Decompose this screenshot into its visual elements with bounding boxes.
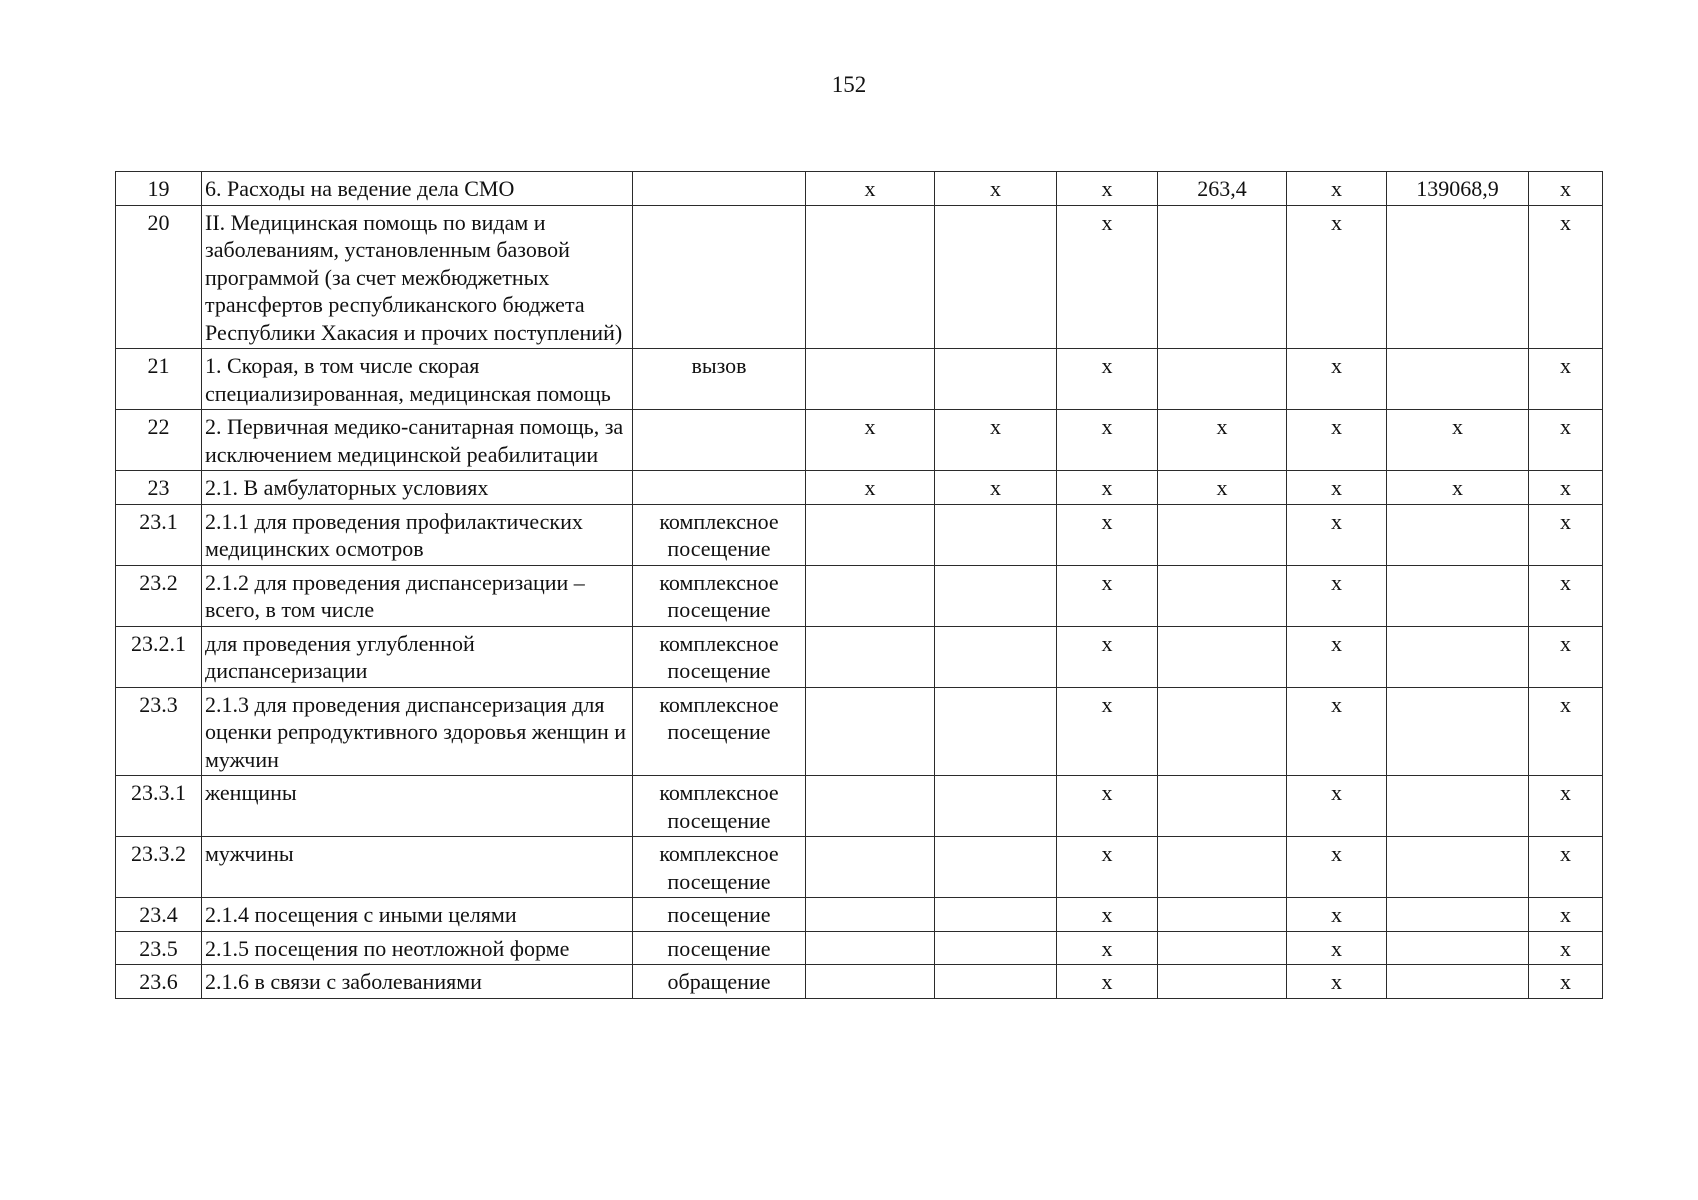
value-cell-4 [1158, 687, 1287, 776]
row-number-cell: 22 [116, 410, 202, 471]
value-cell-5: х [1287, 626, 1387, 687]
data-table [115, 171, 1603, 999]
table-row [116, 504, 1603, 565]
table-row [116, 626, 1603, 687]
table-row [116, 349, 1603, 410]
row-unit-cell: комплексное посещение [633, 837, 806, 898]
row-number-cell: 23.2 [116, 565, 202, 626]
row-number-cell: 23.3.2 [116, 837, 202, 898]
value-cell-5: х [1287, 504, 1387, 565]
value-cell-5: х [1287, 965, 1387, 999]
value-cell-3: х [1057, 172, 1158, 206]
value-cell-7: х [1529, 965, 1603, 999]
row-name-cell: II. Медицинская помощь по видам и заболеваниям, установленным базовой программой (за счет межбюджетных трансфертов республиканского бюджета Республики Хакасия и прочих поступлений) [202, 205, 633, 349]
value-cell-3: х [1057, 349, 1158, 410]
row-number-cell: 23.2.1 [116, 626, 202, 687]
value-cell-6 [1387, 687, 1529, 776]
value-cell-2 [935, 931, 1057, 965]
value-cell-4: х [1158, 410, 1287, 471]
value-cell-1: х [806, 471, 935, 505]
row-unit-cell: комплексное посещение [633, 626, 806, 687]
value-cell-3: х [1057, 776, 1158, 837]
value-cell-3: х [1057, 965, 1158, 999]
row-name-cell: 2.1.3 для проведения диспансеризация для оценки репродуктивного здоровья женщин и мужчин [202, 687, 633, 776]
value-cell-2 [935, 837, 1057, 898]
table-row [116, 471, 1603, 505]
value-cell-2 [935, 776, 1057, 837]
row-unit-cell: посещение [633, 931, 806, 965]
value-cell-3: х [1057, 504, 1158, 565]
row-name-cell: 2.1.6 в связи с заболеваниями [202, 965, 633, 999]
value-cell-2 [935, 626, 1057, 687]
value-cell-5: х [1287, 565, 1387, 626]
value-cell-6 [1387, 565, 1529, 626]
page-number: 152 [831, 72, 867, 97]
value-cell-6: х [1387, 471, 1529, 505]
value-cell-4 [1158, 931, 1287, 965]
value-cell-7: х [1529, 837, 1603, 898]
table-row [116, 687, 1603, 776]
row-number-cell: 21 [116, 349, 202, 410]
value-cell-7: х [1529, 687, 1603, 776]
value-cell-4 [1158, 626, 1287, 687]
row-name-cell: 2.1.1 для проведения профилактических медицинских осмотров [202, 504, 633, 565]
row-number-cell: 20 [116, 205, 202, 349]
row-number-cell: 23.4 [116, 898, 202, 932]
value-cell-1 [806, 898, 935, 932]
value-cell-4: 263,4 [1158, 172, 1287, 206]
value-cell-3: х [1057, 205, 1158, 349]
value-cell-6 [1387, 776, 1529, 837]
value-cell-6 [1387, 931, 1529, 965]
row-name-cell: мужчины [202, 837, 633, 898]
row-name-cell: 2.1. В амбулаторных условиях [202, 471, 633, 505]
table-row [116, 837, 1603, 898]
table-row [116, 172, 1603, 206]
row-unit-cell: вызов [633, 349, 806, 410]
value-cell-1 [806, 349, 935, 410]
row-unit-cell [633, 205, 806, 349]
value-cell-5: х [1287, 410, 1387, 471]
value-cell-7: х [1529, 776, 1603, 837]
row-unit-cell: комплексное посещение [633, 776, 806, 837]
table-row [116, 410, 1603, 471]
value-cell-2 [935, 565, 1057, 626]
value-cell-2: х [935, 471, 1057, 505]
table-row [116, 931, 1603, 965]
value-cell-3: х [1057, 471, 1158, 505]
row-number-cell: 23.3 [116, 687, 202, 776]
value-cell-7: х [1529, 172, 1603, 206]
value-cell-1 [806, 965, 935, 999]
row-unit-cell [633, 471, 806, 505]
row-number-cell: 19 [116, 172, 202, 206]
value-cell-6 [1387, 349, 1529, 410]
value-cell-4 [1158, 565, 1287, 626]
table-body [116, 172, 1603, 999]
value-cell-1 [806, 837, 935, 898]
value-cell-7: х [1529, 410, 1603, 471]
row-unit-cell: комплексное посещение [633, 504, 806, 565]
row-name-cell: 1. Скорая, в том числе скорая специализированная, медицинская помощь [202, 349, 633, 410]
value-cell-6 [1387, 504, 1529, 565]
row-unit-cell: комплексное посещение [633, 687, 806, 776]
value-cell-7: х [1529, 471, 1603, 505]
value-cell-2: х [935, 410, 1057, 471]
value-cell-3: х [1057, 687, 1158, 776]
value-cell-1: х [806, 410, 935, 471]
value-cell-6: х [1387, 410, 1529, 471]
value-cell-5: х [1287, 837, 1387, 898]
value-cell-5: х [1287, 931, 1387, 965]
value-cell-1 [806, 931, 935, 965]
value-cell-7: х [1529, 898, 1603, 932]
value-cell-3: х [1057, 626, 1158, 687]
value-cell-2: х [935, 172, 1057, 206]
value-cell-4 [1158, 776, 1287, 837]
row-unit-cell: обращение [633, 965, 806, 999]
value-cell-6 [1387, 898, 1529, 932]
row-name-cell: 2.1.5 посещения по неотложной форме [202, 931, 633, 965]
value-cell-7: х [1529, 626, 1603, 687]
row-number-cell: 23.6 [116, 965, 202, 999]
value-cell-4 [1158, 349, 1287, 410]
value-cell-6 [1387, 626, 1529, 687]
value-cell-4 [1158, 205, 1287, 349]
value-cell-4 [1158, 898, 1287, 932]
value-cell-7: х [1529, 565, 1603, 626]
value-cell-1 [806, 776, 935, 837]
table-row [116, 898, 1603, 932]
value-cell-7: х [1529, 349, 1603, 410]
value-cell-5: х [1287, 205, 1387, 349]
value-cell-3: х [1057, 410, 1158, 471]
table-row [116, 776, 1603, 837]
value-cell-4: х [1158, 471, 1287, 505]
value-cell-7: х [1529, 504, 1603, 565]
value-cell-7: х [1529, 931, 1603, 965]
row-unit-cell [633, 410, 806, 471]
value-cell-1 [806, 687, 935, 776]
table-row [116, 565, 1603, 626]
value-cell-5: х [1287, 898, 1387, 932]
value-cell-2 [935, 965, 1057, 999]
value-cell-5: х [1287, 776, 1387, 837]
row-number-cell: 23 [116, 471, 202, 505]
value-cell-5: х [1287, 172, 1387, 206]
row-unit-cell [633, 172, 806, 206]
value-cell-5: х [1287, 349, 1387, 410]
value-cell-6 [1387, 837, 1529, 898]
value-cell-1 [806, 565, 935, 626]
row-unit-cell: комплексное посещение [633, 565, 806, 626]
value-cell-4 [1158, 837, 1287, 898]
row-unit-cell: посещение [633, 898, 806, 932]
row-name-cell: 6. Расходы на ведение дела СМО [202, 172, 633, 206]
row-name-cell: 2.1.2 для проведения диспансеризации – всего, в том числе [202, 565, 633, 626]
row-name-cell: 2. Первичная медико-санитарная помощь, за исключением медицинской реабилитации [202, 410, 633, 471]
value-cell-1: х [806, 172, 935, 206]
value-cell-3: х [1057, 898, 1158, 932]
table-row [116, 205, 1603, 349]
row-name-cell: 2.1.4 посещения с иными целями [202, 898, 633, 932]
row-name-cell: для проведения углубленной диспансеризации [202, 626, 633, 687]
row-number-cell: 23.3.1 [116, 776, 202, 837]
value-cell-2 [935, 898, 1057, 932]
value-cell-1 [806, 626, 935, 687]
value-cell-2 [935, 504, 1057, 565]
value-cell-1 [806, 504, 935, 565]
row-name-cell: женщины [202, 776, 633, 837]
row-number-cell: 23.5 [116, 931, 202, 965]
table-row [116, 965, 1603, 999]
value-cell-6: 139068,9 [1387, 172, 1529, 206]
value-cell-5: х [1287, 471, 1387, 505]
value-cell-3: х [1057, 565, 1158, 626]
value-cell-7: х [1529, 205, 1603, 349]
value-cell-2 [935, 205, 1057, 349]
value-cell-2 [935, 349, 1057, 410]
value-cell-1 [806, 205, 935, 349]
value-cell-4 [1158, 965, 1287, 999]
value-cell-6 [1387, 965, 1529, 999]
value-cell-3: х [1057, 837, 1158, 898]
value-cell-4 [1158, 504, 1287, 565]
value-cell-2 [935, 687, 1057, 776]
value-cell-5: х [1287, 687, 1387, 776]
value-cell-3: х [1057, 931, 1158, 965]
value-cell-6 [1387, 205, 1529, 349]
row-number-cell: 23.1 [116, 504, 202, 565]
